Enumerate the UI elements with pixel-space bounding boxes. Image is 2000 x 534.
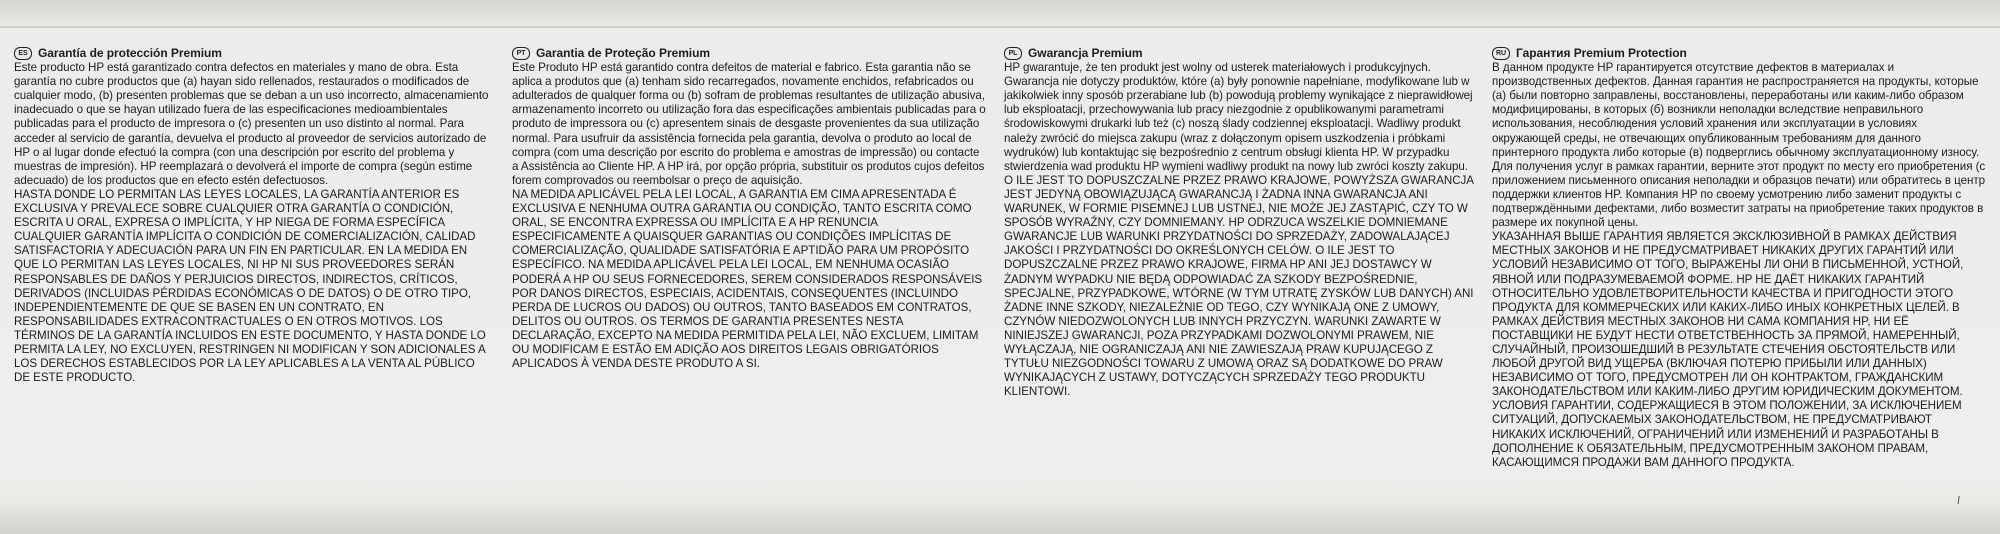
section-heading [1004,46,1480,60]
warranty-body: В данном продукте HP гарантируется отсутствие дефектов в материалах и производственных дефектов. Данная гарантия не распространяется на продукты, которые (а) были повторно заправлены, восстановлены, переработаны или каким-либо образом модифицированы, в которых (б) возникли неполадки вследствие неправильного использования, несоблюдения условий хранения или эксплуатации в условиях окружающей среды, не отвечающих опубликованным требованиям для данного принтерного продукта либо которые (в) подверглись обычному эксплуатационному износу. Для получения услуг в рамках гарантии, верните этот продукт по месту его приобретения (с приложением письменного описания неполадки и образцов печати) или обратитесь в центр поддержки клиентов HP. Компания HP по своему усмотрению либо заменит продукты с подтверждёнными дефектами, либо возместит затраты на приобретение таких продуктов в размере их покупной цены. [1492,61,1986,230]
section-es [14,46,490,385]
section-title: Гарантия Premium Protection [1516,46,1687,60]
warranty-legal: УКАЗАННАЯ ВЫШЕ ГАРАНТИЯ ЯВЛЯЕТСЯ ЭКСКЛЮЗИВНОЙ В РАМКАХ ДЕЙСТВИЯ МЕСТНЫХ ЗАКОНОВ И НЕ ПРЕДУСМАТРИВАЕТ НИКАКИХ ДРУГИХ ГАРАНТИЙ ИЛИ УСЛОВИЙ НЕЗАВИСИМО ОТ ТОГО, ВЫРАЖЕНЫ ЛИ ОНИ В ПИСЬМЕННОЙ, УСТНОЙ, ЯВНОЙ ИЛИ ПОДРАЗУМЕВАЕМОЙ ФОРМЕ. HP НЕ ДАЁТ НИКАКИХ ГАРАНТИЙ ОТНОСИТЕЛЬНО УДОВЛЕТВОРИТЕЛЬНОСТИ КАЧЕСТВА И ПРИГОДНОСТИ ЭТОГО ПРОДУКТА ДЛЯ КОММЕРЧЕСКИХ ИЛИ КАКИХ-ЛИБО ИНЫХ КОНКРЕТНЫХ ЦЕЛЕЙ. В РАМКАХ ДЕЙСТВИЯ МЕСТНЫХ ЗАКОНОВ НИ САМА КОМПАНИЯ HP, НИ ЕЁ ПОСТАВЩИКИ НЕ БУДУТ НЕСТИ ОТВЕТСТВЕННОСТЬ ЗА ПРЯМОЙ, НАМЕРЕННЫЙ, СЛУЧАЙНЫЙ, ПРОИЗОШЕДШИЙ В РЕЗУЛЬТАТЕ СТЕЧЕНИЯ ОБСТОЯТЕЛЬСТВ ИЛИ ЛЮБОЙ ДРУГОЙ ВИД УЩЕРБА (ВКЛЮЧАЯ ПОТЕРЮ ПРИБЫЛИ ИЛИ ДАННЫХ) НЕЗАВИСИМО ОТ ТОГО, ПРЕДУСМОТРЕН ЛИ ОН КОНТРАКТОМ, ГРАЖДАНСКИМ ЗАКОНОДАТЕЛЬСТВОМ ИЛИ КАКИМ-ЛИБО ДРУГИМ ЮРИДИЧЕСКИМ ДОКУМЕНТОМ. УСЛОВИЯ ГАРАНТИИ, СОДЕРЖАЩИЕСЯ В ЭТОМ ПОЛОЖЕНИИ, ЗА ИСКЛЮЧЕНИЕМ СИТУАЦИЙ, ДОПУСКАЕМЫХ ЗАКОНОДАТЕЛЬСТВОМ, НЕ ПРЕДУСМАТРИВАЮТ НИКАКИХ ИСКЛЮЧЕНИЙ, ОГРАНИЧЕНИЙ ИЛИ ИЗМЕНЕНИЙ И РАЗРАБОТАНЫ В ДОПОЛНЕНИЕ К ОБЯЗАТЕЛЬНЫМ, ПРЕДУСМОТРЕННЫМ ЗАКОНОМ ПРАВАМ, КАСАЮЩИМСЯ ПРОДАЖИ ВАМ ДАННОГО ПРОДУКТА. [1492,230,1964,469]
warranty-body: Este producto HP está garantizado contra defectos en materiales y mano de obra. Esta garantía no cubre productos que (a) hayan sido rellenados, restaurados o modificados de cualquier modo, (b) presenten problemas que se deban a un uso incorrecto, almacenamiento inadecuado o que se hayan utilizado fuera de las especificaciones medioambientales publicadas para el producto de impresora o (c) presenten un uso distinto al normal. Para acceder al servicio de garantía, devuelva el producto al proveedor de servicios autorizado de HP o al lugar donde efectuó la compra (con una descripción por escrito del problema y muestras de impresión). HP reemplazará o devolverá el importe de compra (según estime adecuado) de los productos que en efecto estén defectuosos. [14,61,489,187]
language-badge: PT [512,47,530,60]
section-title: Garantía de protección Premium [38,46,222,60]
section-heading [1492,46,1986,60]
section-pl [1004,46,1480,399]
crop-mark [1957,496,1959,506]
language-badge: RU [1492,47,1510,60]
language-badge: PL [1004,47,1022,60]
section-title: Gwarancja Premium [1028,46,1143,60]
warranty-legal: HASTA DONDE LO PERMITAN LAS LEYES LOCALES, LA GARANTÍA ANTERIOR ES EXCLUSIVA Y PREVALECE SOBRE CUALQUIER OTRA GARANTÍA O CONDICIÓN, ESCRITA U ORAL, EXPRESA O IMPLÍCITA, Y HP NIEGA DE FORMA ESPECÍFICA CUALQUIER GARANTÍA IMPLÍCITA O CONDICIÓN DE COMERCIALIZACIÓN, CALIDAD SATISFACTORIA Y ADECUACIÓN PARA UN FIN EN PARTICULAR. EN LA MEDIDA EN QUE LO PERMITAN LAS LEYES LOCALES, NI HP NI SUS PROVEEDORES SERÁN RESPONSABLES DE DAÑOS Y PERJUICIOS DIRECTOS, INDIRECTOS, CRÍTICOS, DERIVADOS (INCLUIDAS PÉRDIDAS ECONÓMICAS O DE DATOS) O DE OTRO TIPO, INDEPENDIENTEMENTE DE QUE SE BASEN EN UN CONTRATO, EN RESPONSABILIDADES EXTRACONTRACTUALES O EN OTROS MOTIVOS. LOS TÉRMINOS DE LA GARANTÍA INCLUIDOS EN ESTE DOCUMENTO, Y HASTA DONDE LO PERMITA LA LEY, NO EXCLUYEN, RESTRINGEN NI MODIFICAN Y SON ADICIONALES A LOS DERECHOS ESTABLECIDOS POR LA LEY APLICABLES A LA VENTA AL PÚBLICO DE ESTE PRODUCTO. [14,187,486,385]
section-heading [14,46,490,60]
warranty-body: HP gwarantuje, że ten produkt jest wolny od usterek materiałowych i produkcyjnych. Gwarancja nie dotyczy produktów, które (a) były ponownie napełniane, modyfikowane lub w jakikolwiek inny sposób przerabiane lub (b) powodują problemy wynikające z nieprawidłowej lub eksploatacji, przechowywania lub pracy niezgodnie z opublikowanymi parametrami środowiskowymi drukarki lub też (c) noszą ślady codziennej eksploatacji. Wadliwy produkt należy zwrócić do miejsca zakupu (wraz z dołączonym opisem uszkodzenia i próbkami wydruków) lub kontaktując się bezpośrednio z centrum obsługi klienta HP. W przypadku stwierdzenia wad produktu HP wymieni wadliwy produkt na nowy lub zwróci koszty zakupu. [1004,61,1473,173]
warranty-legal: O ILE JEST TO DOPUSZCZALNE PRZEZ PRAWO KRAJOWE, POWYŻSZA GWARANCJA JEST JEDYNĄ OBOWIĄZUJĄCĄ GWARANCJĄ I ŻADNA INNA GWARANCJA ANI WARUNEK, W FORMIE PISEMNEJ LUB USTNEJ, NIE MOŻE JEJ ZASTĄPIĆ, CZY TO W SPOSÓB WYRAŹNY, CZY DOMNIEMANY. HP ODRZUCA WSZELKIE DOMNIEMANE GWARANCJE LUB WARUNKI PRZYDATNOŚCI DO SPRZEDAŻY, ZADOWALAJĄCEJ JAKOŚCI I PRZYDATNOŚCI DO OKREŚLONYCH CELÓW. O ILE JEST TO DOPUSZCZALNE PRZEZ PRAWO KRAJOWE, FIRMA HP ANI JEJ DOSTAWCY W ŻADNYM WYPADKU NIE BĘDĄ ODPOWIADAĆ ZA SZKODY BEZPOŚREDNIE, SPECJALNE, PRZYPADKOWE, WTÓRNE (W TYM UTRATĘ ZYSKÓW LUB DANYCH) ANI ŻADNE INNE SZKODY, NIEZALEŻNIE OD TEGO, CZY WYNIKAJĄ ONE Z UMOWY, CZYNÓW NIEDOZWOLONYCH LUB INNYCH PRZYCZYN. WARUNKI ZAWARTE W NINIEJSZEJ GWARANCJI, POZA PRZYPADKAMI DOZWOLONYMI PRAWEM, NIE WYŁĄCZAJĄ, NIE OGRANICZAJĄ ANI NIE ZAWIESZAJĄ PRAW KUPUJĄCEGO Z TYTUŁU NIEZGODNOŚCI TOWARU Z UMOWĄ ORAZ SĄ DODATKOWE DO PRAW WYNIKAJĄCYCH Z USTAWY, DOTYCZĄCYCH SPRZEDAŻY TEGO PRODUKTU KLIENTOWI. [1004,173,1474,399]
section-pt [512,46,988,371]
warranty-body: Este Produto HP está garantido contra defeitos de material e fabrico. Esta garantia não se aplica a produtos que (a) tenham sido recarregados, novamente enchidos, refabricados ou adulterados de qualquer forma ou (b) sofram de problemas resultantes de utilização abusiva, armazenamento incorreto ou utilização fora das especificações ambientais publicadas para o produto de impressora ou (c) apresentem sinais de desgaste provenientes da sua utilização normal. Para usufruir da assistência fornecida pela garantia, devolva o produto ao local de compra (com uma descrição por escrito do problema e amostras de impressão) ou contacte a Assistência ao Cliente HP. A HP irá, por opção própria, substituir os produtos cujos defeitos forem comprovados ou reembolsar o preço de aquisição. [512,61,986,187]
section-title: Garantia de Proteção Premium [536,46,710,60]
language-badge: ES [14,47,32,60]
warranty-legal: NA MEDIDA APLICÁVEL PELA LEI LOCAL, A GARANTIA EM CIMA APRESENTADA É EXCLUSIVA E NENHUMA OUTRA GARANTIA OU CONDIÇÃO, TANTO ESCRITA COMO ORAL, SE ENCONTRA EXPRESSA OU IMPLÍCITA E A HP RENUNCIA ESPECIFICAMENTE A QUAISQUER GARANTIAS OU CONDIÇÕES IMPLÍCITAS DE COMERCIALIZAÇÃO, QUALIDADE SATISFATÓRIA E APTIDÃO PARA UM PROPÓSITO ESPECÍFICO. NA MEDIDA APLICÁVEL PELA LEI LOCAL, EM NENHUMA OCASIÃO PODERÁ A HP OU SEUS FORNECEDORES, SEREM CONSIDERADOS RESPONSÁVEIS POR DANOS DIRECTOS, ESPECIAIS, ACIDENTAIS, CONSEQUENTES (INCLUINDO PERDA DE LUCROS OU DADOS) OU OUTROS, TANTO BASEADOS EM CONTRATOS, DELITOS OU OUTROS. OS TERMOS DE GARANTIA PRESENTES NESTA DECLARAÇÃO, EXCEPTO NA MEDIDA PERMITIDA PELA LEI, NÃO EXCLUEM, LIMITAM OU MODIFICAM E ESTÃO EM ADIÇÃO AOS DIREITOS LEGAIS OBRIGATÓRIOS APLICADOS À VENDA DESTE PRODUTO A SI. [512,187,983,371]
top-fold-edge [0,26,2000,28]
section-ru [1492,46,1986,470]
section-heading [512,46,988,60]
